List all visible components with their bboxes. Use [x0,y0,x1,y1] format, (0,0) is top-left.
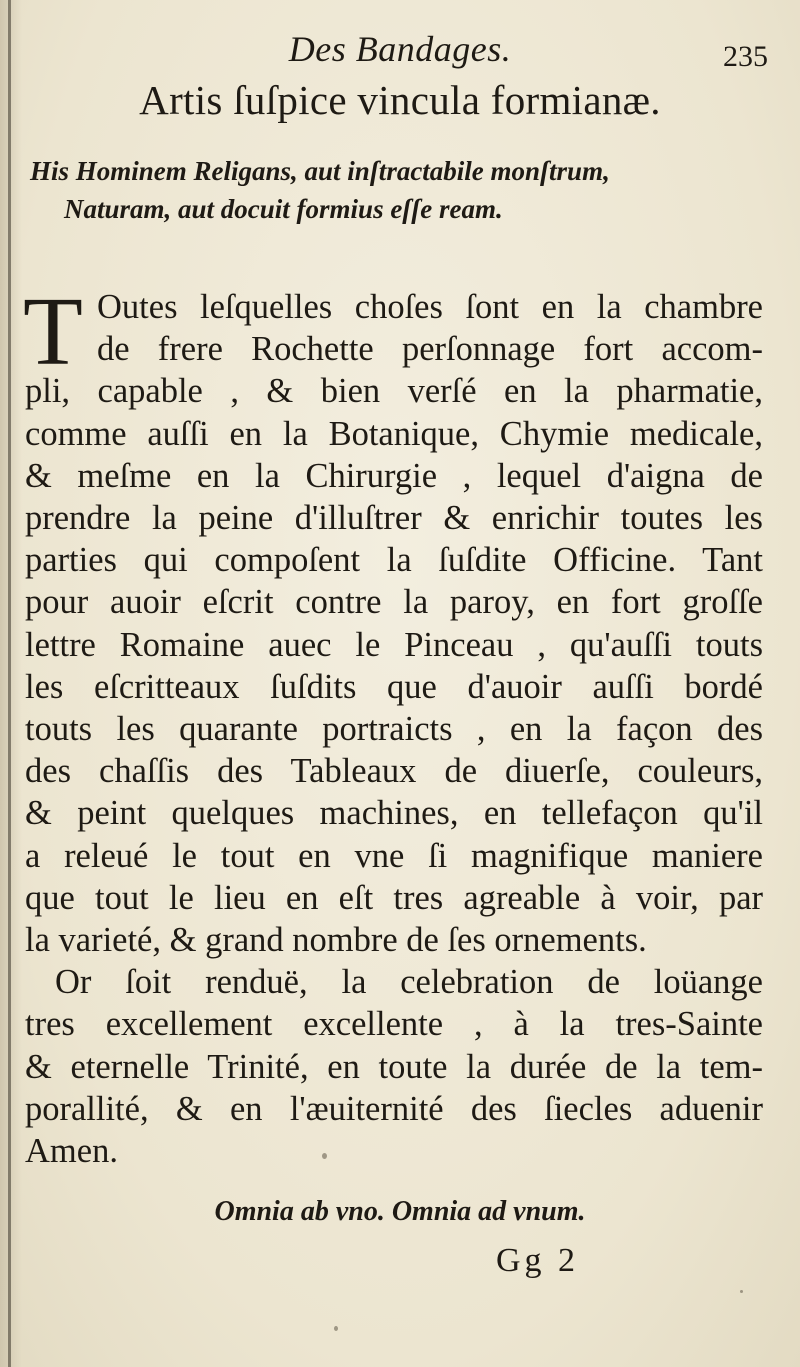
ink-speck [740,1290,743,1293]
ink-speck [322,1153,327,1159]
epigraph-line-2: Naturam, aut docuit formius eſſe ream. [64,194,503,224]
body-line: porallité, & en l'æuiternité des ſiecles aduenir [25,1089,763,1128]
body-line: Outes leſquelles choſes ſont en la chambre [97,288,763,326]
body-line: & eternelle Trinité, en toute la durée de la tem- [25,1047,763,1086]
page-header [0,22,800,78]
section-subtitle: Artis ſuſpice vincula formianæ. [139,77,661,123]
body-line: de frere Rochette perſonnage fort accom- [97,330,763,369]
body-line: que tout le lieu en eſt tres agreable à voir, par [25,878,763,917]
ink-speck [334,1326,338,1331]
body-line: Amen. [25,1132,118,1171]
gutter-line [8,0,11,1367]
running-title: Des Bandages. [288,29,512,69]
body-line: & peint quelques machines, en tellefaçon qu'il [25,794,763,833]
body-line: & meſme en la Chirurgie , lequel d'aigna de [25,456,763,495]
body-line: la varieté, & grand nombre de ſes ornements. [25,921,647,960]
closing-motto: Omnia ab vno. Omnia ad vnum. [214,1196,586,1227]
printer-signature: Gg 2 [496,1242,580,1279]
body-paragraph [23,278,763,1172]
body-line: des chaſſis des Tableaux de diuerſe, couleurs, [25,752,763,791]
body-line: comme auſſi en la Botanique, Chymie medicale, [25,414,763,453]
body-line: pli, capable , & bien verſé en la pharmatie, [25,372,763,411]
body-line: prendre la peine d'illuſtrer & enrichir toutes les [25,499,763,538]
body-line: parties qui compoſent la ſuſdite Officine. Tant [25,541,763,580]
latin-epigraph [30,152,770,228]
body-line: a releué le tout en vne ſi magnifique maniere [25,836,763,875]
gutter-shadow [0,0,22,1367]
body-line: tres excellement excellente , à la tres-Sainte [25,1005,763,1044]
body-line: les eſcritteaux ſuſdits que d'auoir auſſi bordé [25,667,763,706]
drop-cap: T [23,278,83,386]
body-line: Or ſoit renduë, la celebration de loüange [55,963,763,1002]
epigraph-line-1: His Hominem Religans, aut inſtractabile monſtrum, [30,156,610,186]
body-line: touts les quarante portraicts , en la façon des [25,710,763,749]
page-number: 235 [723,40,768,73]
body-line: lettre Romaine auec le Pinceau , qu'auſſi touts [25,625,763,664]
body-line: pour auoir eſcrit contre la paroy, en fort groſſe [25,583,763,622]
